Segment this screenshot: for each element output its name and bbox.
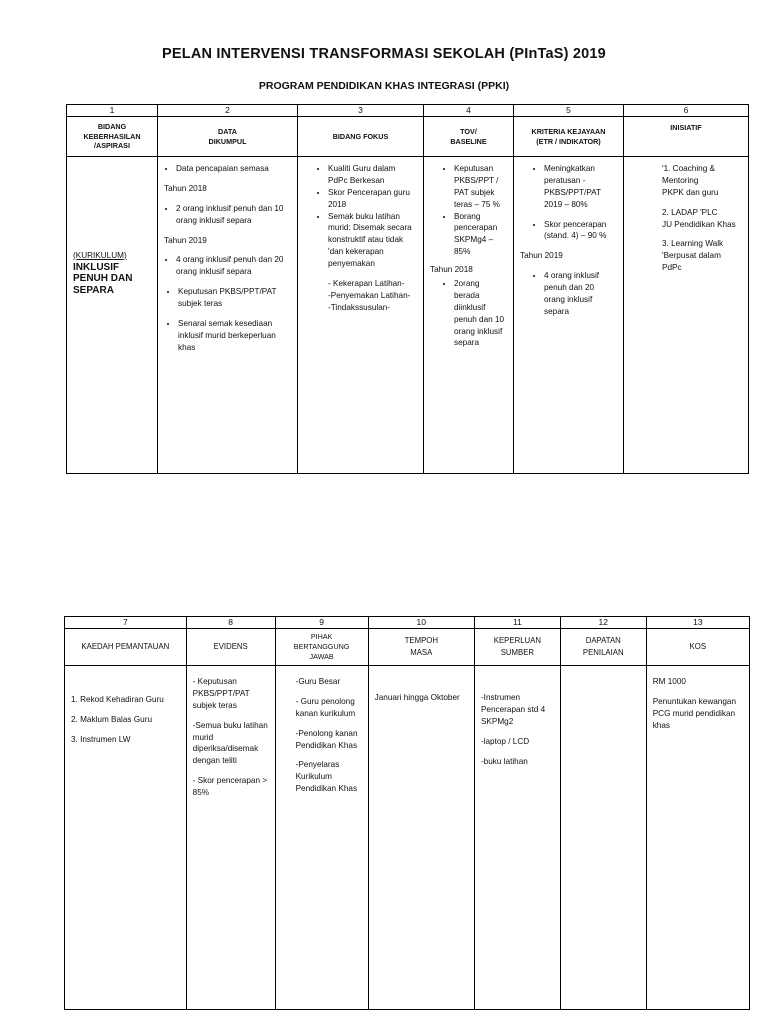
evidence-item: -Semua buku latihan murid diperiksa/disemak dengan teliti <box>192 720 268 766</box>
responsible-item: - Guru penolong kanan kurikulum <box>295 696 356 718</box>
resource-item: -buku latihan <box>480 756 528 766</box>
responsible-item: -Penolong kanan Pendidikan Khas <box>295 728 358 750</box>
initiative-line: PKPK dan guru <box>662 187 719 197</box>
header-tov-baseline: TOV/ BASELINE <box>424 117 514 157</box>
focus-line: -Penyemakan Latihan- <box>328 290 411 300</box>
header-pihak-bertanggungjawab: PIHAK BERTANGGUNG JAWAB <box>275 629 368 666</box>
column-number-row <box>65 617 750 629</box>
data-dikumpul-cell <box>158 157 298 474</box>
header-kaedah-pemantauan: KAEDAH PEMANTAUAN <box>65 629 187 666</box>
col-number: 2 <box>158 105 298 117</box>
focus-item: • Skor Pencerapan guru 2018 <box>328 187 417 211</box>
col-number: 5 <box>514 105 624 117</box>
year-label: Tahun 2018 <box>164 183 207 193</box>
year-label: Tahun 2019 <box>164 235 207 245</box>
kaedah-pemantauan-cell <box>65 666 187 1010</box>
baseline-item: • Keputusan PKBS/PPT / PAT subjek teras – 75 % <box>454 163 507 211</box>
inisiatif-cell <box>624 157 749 474</box>
initiative-line: 2. LADAP 'PLC <box>662 207 718 217</box>
data-item: • Keputusan PKBS/PPT/PAT subjek teras <box>178 286 291 310</box>
document-subtitle: PROGRAM PENDIDIKAN KHAS INTEGRASI (PPKI) <box>258 80 510 92</box>
initiative-line: Mentoring <box>662 175 699 185</box>
data-item: • 4 orang inklusif penuh dan 20 orang inklusif separa <box>176 254 291 278</box>
focus-item: • Kualiti Guru dalam PdPc Berkesan <box>328 163 417 187</box>
cost-note: Penuntukan kewangan PCG murid pendidikan khas <box>652 696 737 730</box>
pihak-bertanggungjawab-cell <box>275 666 368 1010</box>
initiative-line: JU Pendidikan Khas <box>662 219 736 229</box>
resource-item: -laptop / LCD <box>480 736 530 746</box>
data-item: • Data pencapaian semasa <box>176 163 291 175</box>
kurikulum-tag: (KURIKULUM) <box>73 250 127 260</box>
header-evidens: EVIDENS <box>186 629 275 666</box>
initiative-line: 3. Learning Walk <box>662 239 724 249</box>
data-item: • Senarai semak kesediaan inklusif murid berkeperluan khas <box>178 318 291 354</box>
aspirasi-text: INKLUSIF PENUH DAN SEPARA <box>73 261 133 296</box>
content-row <box>67 157 749 474</box>
col-number: 7 <box>65 617 187 629</box>
cost-amount: RM 1000 <box>652 677 686 686</box>
responsible-item: -Penyelaras Kurikulum Pendidikan Khas <box>295 760 358 794</box>
header-kos: KOS <box>646 629 749 666</box>
bidang-cell <box>67 157 158 474</box>
header-data-dikumpul: DATA DIKUMPUL <box>158 117 298 157</box>
tempoh-masa-cell <box>368 666 474 1010</box>
col-number: 6 <box>624 105 749 117</box>
focus-item: • Semak buku latihan murid: Disemak secara konstruktif atau tidak 'dan kekerapan penyemakan <box>328 211 417 270</box>
plan-table-part-2 <box>64 616 750 1010</box>
col-number: 13 <box>646 617 749 629</box>
plan-table-part-1 <box>66 104 749 474</box>
monitoring-item: 2. Maklum Balas Guru <box>71 714 152 724</box>
year-label: Tahun 2018 <box>430 265 473 275</box>
header-kriteria-kejayaan: KRITERIA KEJAYAAN (ETR / INDIKATOR) <box>514 117 624 157</box>
evidens-cell <box>186 666 275 1010</box>
initiative-line: '1. Coaching & <box>662 164 715 173</box>
monitoring-item: 1. Rekod Kehadiran Guru <box>71 695 164 704</box>
bidang-fokus-cell <box>298 157 424 474</box>
col-number: 8 <box>186 617 275 629</box>
kos-cell <box>646 666 749 1010</box>
header-tempoh-masa: TEMPOH MASA <box>368 629 474 666</box>
header-inisiatif: INISIATIF <box>624 117 749 157</box>
focus-line: - Kekerapan Latihan- <box>328 279 405 289</box>
baseline-item: • Borang pencerapan SKPMg4 – 85% <box>454 211 507 259</box>
col-number: 9 <box>275 617 368 629</box>
year-label: Tahun 2019 <box>520 251 563 261</box>
col-number: 3 <box>298 105 424 117</box>
baseline-item: • 2orang berada diinklusif penuh dan 10 orang inklusif separa <box>454 278 507 349</box>
tov-baseline-cell <box>424 157 514 474</box>
data-item: • 2 orang inklusif penuh dan 10 orang inklusif separa <box>176 203 291 227</box>
keperluan-sumber-cell <box>474 666 560 1010</box>
responsible-item: -Guru Besar <box>295 677 341 686</box>
header-row <box>65 629 750 666</box>
criteria-item: • 4 orang inklusif penuh dan 20 orang inklusif separa <box>544 270 617 318</box>
col-number: 10 <box>368 617 474 629</box>
column-number-row <box>67 105 749 117</box>
header-bidang-fokus: BIDANG FOKUS <box>298 117 424 157</box>
header-dapatan-penilaian: DAPATAN PENILAIAN <box>560 629 646 666</box>
criteria-item: • Meningkatkan peratusan - PKBS/PPT/PAT 2019 – 80% <box>544 163 617 211</box>
duration-text: Januari hingga Oktober <box>374 693 460 702</box>
evidence-item: - Keputusan PKBS/PPT/PAT subjek teras <box>192 677 250 710</box>
initiative-line: 'Berpusat dalam PdPc <box>662 251 721 273</box>
resource-item: -Instrumen Pencerapan std 4 SKPMg2 <box>480 693 546 726</box>
document-title: PELAN INTERVENSI TRANSFORMASI SEKOLAH (PInTaS) 2019 <box>162 46 606 62</box>
col-number: 1 <box>67 105 158 117</box>
dapatan-penilaian-cell <box>560 666 646 1010</box>
kriteria-kejayaan-cell <box>514 157 624 474</box>
header-row <box>67 117 749 157</box>
criteria-item: • Skor pencerapan (stand. 4) – 90 % <box>544 219 617 243</box>
header-keperluan-sumber: KEPERLUAN SUMBER <box>474 629 560 666</box>
content-row <box>65 666 750 1010</box>
col-number: 11 <box>474 617 560 629</box>
monitoring-item: 3. Instrumen LW <box>71 734 131 744</box>
col-number: 12 <box>560 617 646 629</box>
col-number: 4 <box>424 105 514 117</box>
evidence-item: - Skor pencerapan > 85% <box>192 776 268 798</box>
header-bidang-keberhasilan: BIDANG KEBERHASILAN /ASPIRASI <box>67 117 158 157</box>
focus-line: -Tindakssusulan- <box>328 302 391 312</box>
